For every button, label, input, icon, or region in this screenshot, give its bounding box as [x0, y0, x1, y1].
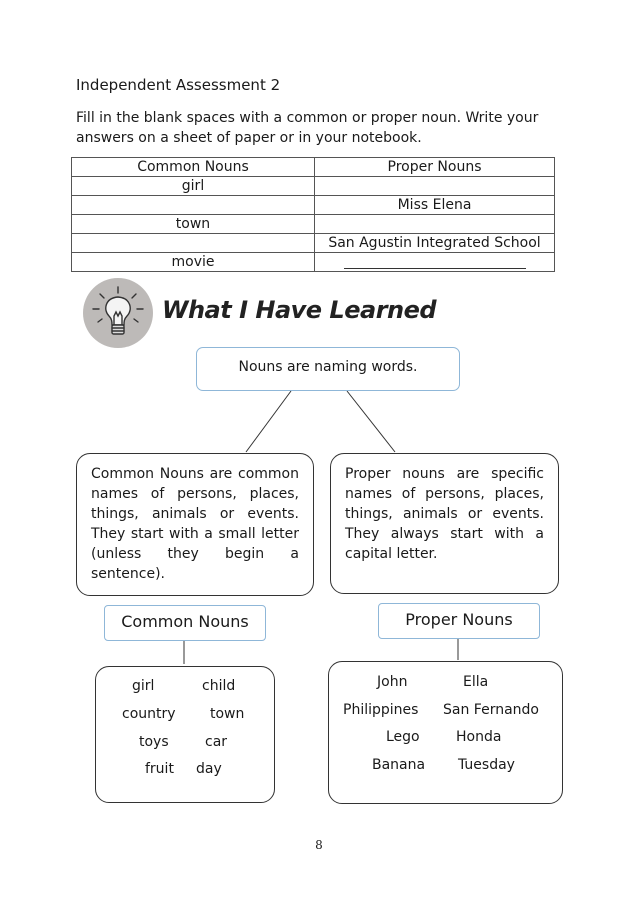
- list-item: Tuesday: [458, 757, 515, 773]
- list-item: day: [196, 761, 222, 777]
- nouns-definition-box: [196, 347, 460, 391]
- common-nouns-term: Common Nouns: [91, 466, 204, 482]
- list-item: child: [202, 678, 236, 694]
- page-number: 8: [315, 838, 323, 852]
- list-item: Banana: [372, 757, 426, 773]
- proper-nouns-label: Proper Nouns: [378, 603, 540, 639]
- common-nouns-label: Common Nouns: [104, 605, 266, 641]
- nouns-term: Nouns: [238, 359, 283, 375]
- table-cell: town: [72, 215, 315, 234]
- common-nouns-examples-box: [95, 666, 275, 803]
- list-item: San Fernando: [443, 702, 539, 718]
- list-item: town: [210, 706, 245, 722]
- list-item: Lego: [386, 729, 420, 745]
- list-item: country: [122, 706, 176, 722]
- table-header-proper: Proper Nouns: [315, 158, 555, 177]
- proper-nouns-description: are specific names of persons, places, things, animals or events. They always start with a capital letter.: [345, 466, 544, 562]
- common-nouns-description-box: [76, 453, 314, 596]
- common-nouns-description: are common names of persons, places, things, animals or events. They start with a small letter (unless they begin a sentence).: [91, 466, 299, 582]
- assessment-instructions: Fill in the blank spaces with a common or proper noun. Write your answers on a sheet of paper or in your notebook.: [76, 110, 539, 146]
- proper-nouns-term: Proper nouns: [345, 466, 445, 482]
- section-title: What I Have Learned: [162, 296, 437, 324]
- list-item: car: [205, 734, 228, 750]
- table-cell: Miss Elena: [315, 196, 555, 215]
- list-item: Ella: [463, 674, 489, 690]
- list-item: toys: [139, 734, 169, 750]
- proper-nouns-description-box: [330, 453, 559, 594]
- connector-line: [347, 391, 395, 452]
- list-item: John: [377, 674, 408, 690]
- table-cell: movie: [72, 253, 315, 272]
- connector-line: [246, 391, 291, 452]
- list-item: girl: [132, 678, 155, 694]
- table-cell: girl: [72, 177, 315, 196]
- assessment-heading: Independent Assessment 2: [76, 76, 281, 94]
- list-item: Philippines: [343, 702, 419, 718]
- list-item: fruit: [145, 761, 174, 777]
- table-header-common: Common Nouns: [72, 158, 315, 177]
- proper-nouns-examples-box: [328, 661, 563, 804]
- table-cell: San Agustin Integrated School: [315, 234, 555, 253]
- list-item: Honda: [456, 729, 502, 745]
- nouns-definition: are naming words.: [282, 359, 418, 375]
